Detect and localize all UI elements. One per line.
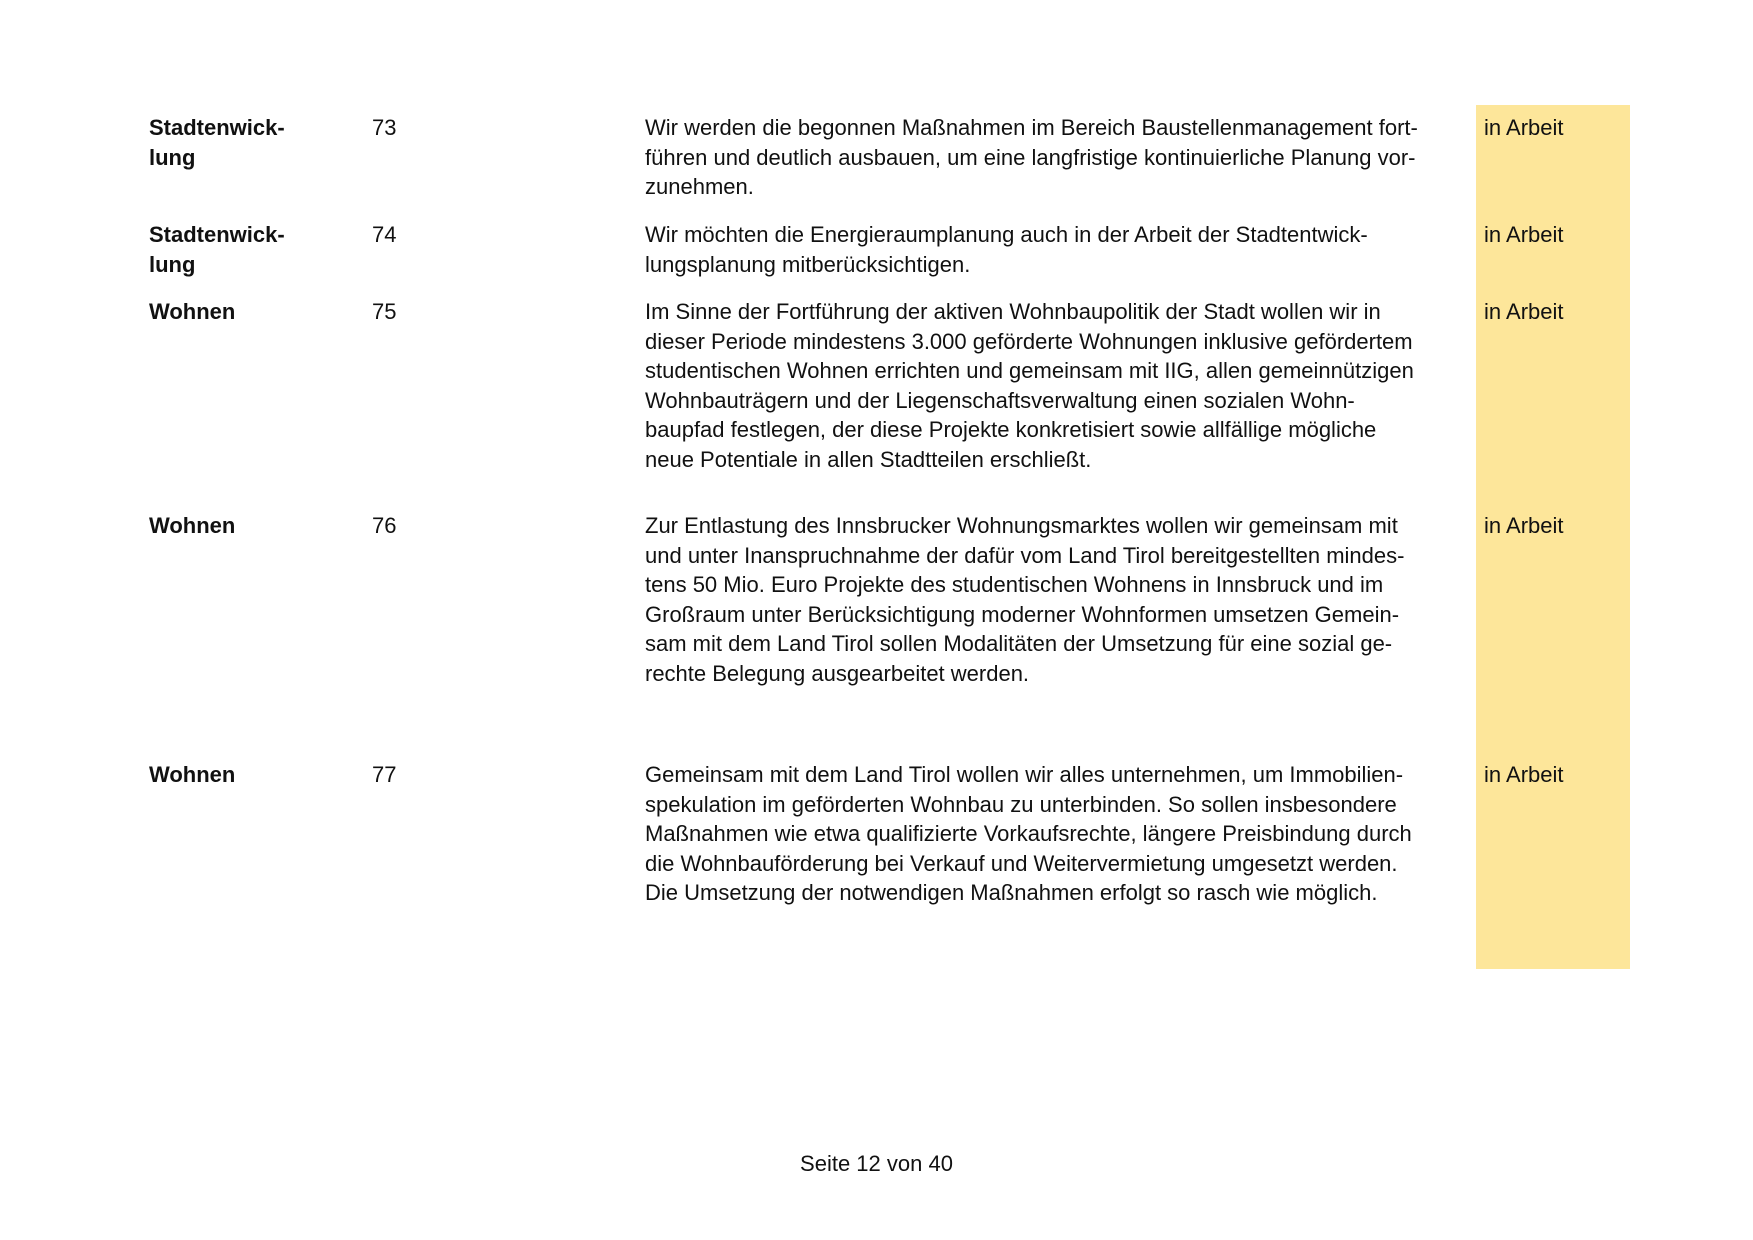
row-category: Wohnen	[149, 513, 236, 538]
row-category: Stadtenwick- lung	[149, 222, 285, 277]
row-number: 76	[372, 513, 397, 538]
row-number: 75	[372, 299, 397, 324]
row-number: 73	[372, 115, 397, 140]
row-category: Wohnen	[149, 299, 236, 324]
row-number: 74	[372, 222, 397, 247]
row-status: in Arbeit	[1484, 513, 1564, 538]
row-number: 77	[372, 762, 397, 787]
row-category: Wohnen	[149, 762, 236, 787]
row-status: in Arbeit	[1484, 222, 1564, 247]
row-text: Zur Entlastung des Innsbrucker Wohnungsmarktes wollen wir gemeinsam mit und unter Inanspruchnahme der dafür vom Land Tirol bereitgestellten mindes- tens 50 Mio. Euro Projekte des studentischen Wohnens in Innsbruck und im Großraum unter Berücksichtigung moderner Wohnformen umsetzen Gemein- sam mit dem Land Tirol sollen Modalitäten der Umsetzung für eine sozial ge- rechte Belegung ausgearbeitet werden.	[645, 513, 1405, 686]
page-number-label: Seite 12 von 40	[800, 1151, 953, 1176]
row-text: Im Sinne der Fortführung der aktiven Wohnbaupolitik der Stadt wollen wir in dieser Periode mindestens 3.000 geförderte Wohnungen inklusive gefördertem studentischen Wohnen errichten und gemeinsam mit IIG, allen gemeinnützigen Wohnbauträgern und der Liegenschaftsverwaltung einen sozialen Wohn- baupfad festlegen, der diese Projekte konkretisiert sowie allfällige mögliche neue Potentiale in allen Stadtteilen erschließt.	[645, 299, 1414, 472]
row-text: Gemeinsam mit dem Land Tirol wollen wir alles unternehmen, um Immobilien- spekulation im geförderten Wohnbau zu unterbinden. So sollen insbesondere Maßnahmen wie etwa qualifizierte Vorkaufsrechte, längere Preisbindung durch die Wohnbauförderung bei Verkauf und Weitervermietung umgesetzt werden. Die Umsetzung der notwendigen Maßnahmen erfolgt so rasch wie möglich.	[645, 762, 1412, 905]
row-status: in Arbeit	[1484, 762, 1564, 787]
page-footer	[0, 1151, 1753, 1177]
row-status: in Arbeit	[1484, 299, 1564, 324]
row-text: Wir möchten die Energieraumplanung auch in der Arbeit der Stadtentwick- lungsplanung mitberücksichtigen.	[645, 222, 1368, 277]
row-text: Wir werden die begonnen Maßnahmen im Bereich Baustellenmanagement fort- führen und deutlich ausbauen, um eine langfristige kontinuierliche Planung vor- zunehmen.	[645, 115, 1418, 199]
row-status: in Arbeit	[1484, 115, 1564, 140]
row-category: Stadtenwick- lung	[149, 115, 285, 170]
